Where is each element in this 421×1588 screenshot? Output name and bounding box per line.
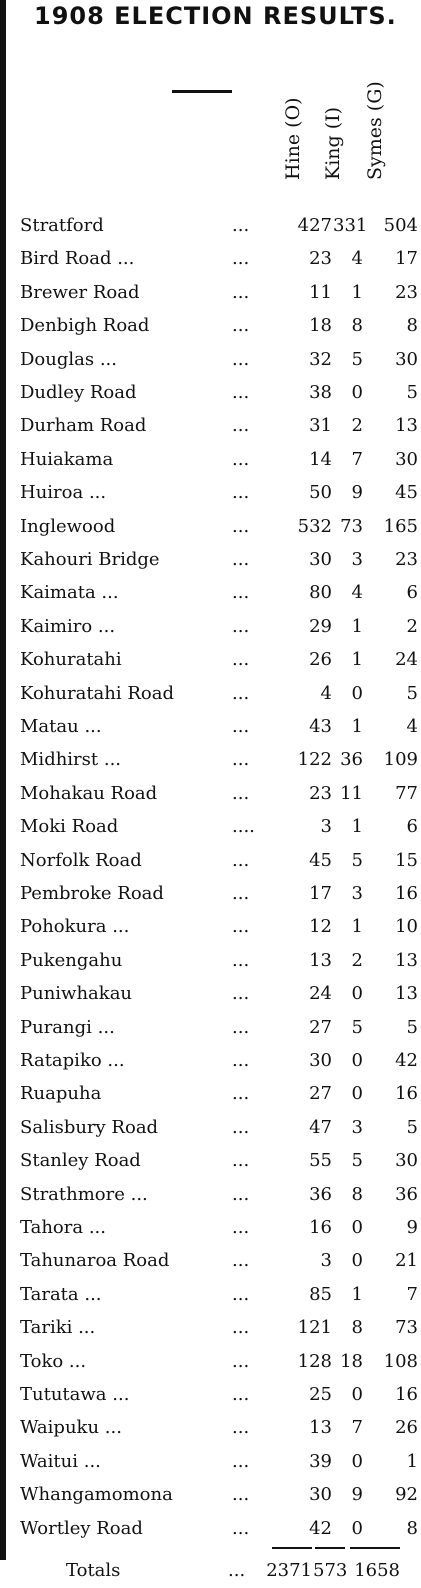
votes-hine: 43 [309,716,332,737]
votes-symes: 10 [395,916,418,938]
votes-king: 8 [351,1183,363,1205]
table-row [20,1384,420,1406]
votes-symes: 6 [406,816,418,838]
leader-dots: ... [232,248,250,270]
votes-hine: 3 [320,1250,332,1272]
votes-symes: 2 [406,615,418,637]
votes-hine: 30 [309,1484,332,1506]
votes-king: 18 [340,1350,363,1372]
votes-symes: 30 [395,448,418,470]
place-name: Huiakama [20,448,114,470]
votes-hine: 50 [309,482,332,504]
votes-king: 1 [351,615,363,637]
votes-hine: 12 [309,916,332,938]
votes-symes: 23 [395,281,418,303]
votes-hine: 32 [309,348,332,370]
votes-symes: 109 [383,749,418,771]
place-name: Kaimata ... [20,582,119,604]
sum-rule-symes [350,1547,400,1549]
table-row [20,1284,420,1306]
column-header-hine: Hine (O) [282,97,304,180]
table-row [20,1317,420,1339]
table-row [20,282,420,304]
votes-king: 8 [351,1317,363,1339]
votes-hine: 23 [309,248,332,270]
table-row [20,582,420,604]
table-row [20,983,420,1005]
leader-dots: ... [232,916,250,938]
votes-king: 1 [351,1283,363,1305]
sum-rule-king [315,1547,345,1549]
votes-hine: 121 [297,1317,332,1339]
leader-dots: ... [232,1417,250,1439]
table-row [20,1417,420,1439]
votes-symes: 5 [406,1116,418,1138]
votes-hine: 47 [309,1116,332,1138]
table-row [20,516,420,538]
place-name: Huiroa ... [20,482,107,504]
leader-dots: ... [232,883,250,904]
votes-king: 0 [351,382,363,403]
leader-dots: ... [232,482,250,504]
leader-dots: ... [232,949,250,971]
votes-symes: 1 [406,1450,418,1472]
leader-dots: ... [232,849,250,871]
leader-dots: ... [232,582,250,604]
votes-hine: 13 [309,949,332,971]
table-row [20,1117,420,1139]
leader-dots: ... [232,1217,250,1238]
table-row [20,1050,420,1072]
title-divider [172,90,232,93]
votes-symes: 30 [395,1150,418,1172]
totals-symes: 1658 [354,1560,400,1581]
place-name: Denbigh Road [20,315,150,337]
votes-symes: 8 [406,315,418,337]
votes-king: 5 [351,348,363,370]
votes-symes: 9 [406,1217,418,1238]
votes-symes: 30 [395,348,418,370]
votes-symes: 45 [395,482,418,504]
votes-hine: 23 [309,782,332,804]
votes-king: 36 [340,749,363,771]
votes-hine: 42 [309,1517,332,1539]
votes-hine: 25 [309,1384,332,1405]
votes-king: 9 [351,1484,363,1506]
place-name: Puniwhakau [20,983,133,1005]
table-row [20,1217,420,1239]
votes-king: 7 [351,1417,363,1439]
votes-king: 11 [340,782,363,804]
leader-dots: ... [232,281,250,303]
place-name: Pohokura ... [20,916,130,938]
table-row [20,449,420,471]
votes-king: 5 [351,1150,363,1172]
votes-king: 4 [351,582,363,604]
leader-dots: ... [232,515,250,537]
votes-symes: 16 [395,883,418,904]
votes-king: 0 [351,1250,363,1272]
place-name: Durham Road [20,415,147,437]
place-name: Inglewood [20,515,116,537]
votes-hine: 31 [309,415,332,437]
table-row [20,716,420,738]
votes-symes: 8 [406,1517,418,1539]
votes-hine: 29 [309,615,332,637]
place-name: Tututawa ... [20,1384,130,1405]
votes-king: 4 [351,248,363,270]
leader-dots: ... [232,1250,250,1272]
place-name: Matau ... [20,716,102,737]
votes-king: 0 [351,1050,363,1071]
votes-symes: 5 [406,682,418,704]
table-row [20,549,420,571]
votes-symes: 23 [395,549,418,570]
place-name: Kohuratahi [20,649,122,671]
votes-hine: 27 [309,1016,332,1038]
leader-dots: ... [232,1050,250,1071]
votes-king: 0 [351,1217,363,1238]
place-name: Dudley Road [20,382,137,403]
votes-king: 2 [351,949,363,971]
place-name: Stanley Road [20,1150,141,1172]
leader-dots: ... [232,1183,250,1205]
place-name: Waipuku ... [20,1417,122,1439]
table-row [20,850,420,872]
leader-dots: ... [232,649,250,671]
place-name: Kaimiro ... [20,615,116,637]
votes-hine: 427 [297,215,332,236]
votes-king: 9 [351,482,363,504]
leader-dots: ... [232,983,250,1005]
table-row [20,215,420,237]
votes-symes: 4 [406,716,418,737]
votes-symes: 24 [395,649,418,671]
table-row [20,315,420,337]
place-name: Pembroke Road [20,883,164,904]
leader-dots: ... [232,1116,250,1138]
column-header-symes: Symes (G) [364,81,386,180]
table-row [20,1451,420,1473]
place-name: Stratford [20,215,104,236]
leader-dots: ... [232,448,250,470]
place-name: Pukengahu [20,949,123,971]
table-row [20,1351,420,1373]
place-name: Midhirst ... [20,749,122,771]
leader-dots: ... [232,348,250,370]
table-row [20,1518,420,1540]
place-name: Mohakau Road [20,782,158,804]
votes-hine: 39 [309,1450,332,1472]
votes-king: 2 [351,415,363,437]
leader-dots: ... [232,549,250,570]
totals-row [0,1560,421,1584]
votes-king: 1 [351,916,363,938]
place-name: Strathmore ... [20,1183,148,1205]
table-row [20,1184,420,1206]
leader-dots: ... [232,1517,250,1539]
votes-hine: 13 [309,1417,332,1439]
table-row [20,382,420,404]
votes-hine: 30 [309,549,332,570]
table-row [20,415,420,437]
place-name: Bird Road ... [20,248,135,270]
table-row [20,1017,420,1039]
votes-symes: 504 [383,215,418,236]
votes-king: 0 [351,1384,363,1405]
leader-dots: ... [232,1450,250,1472]
votes-symes: 5 [406,1016,418,1038]
votes-king: 3 [351,883,363,904]
votes-symes: 15 [395,849,418,871]
votes-king: 73 [340,515,363,537]
place-name: Douglas ... [20,348,117,370]
leader-dots: ... [232,1384,250,1405]
totals-king: 573 [313,1560,348,1581]
votes-king: 0 [351,1450,363,1472]
leader-dots: ... [232,1150,250,1172]
votes-hine: 532 [297,515,332,537]
place-name: Tahunaroa Road [20,1250,170,1272]
leader-dots: ... [232,1484,250,1506]
votes-hine: 30 [309,1050,332,1071]
column-header-king: King (I) [322,106,344,180]
place-name: Tarata ... [20,1283,102,1305]
place-name: Norfolk Road [20,849,142,871]
votes-symes: 92 [395,1484,418,1506]
leader-dots: ... [232,1083,250,1105]
table-row [20,749,420,771]
votes-hine: 11 [309,281,332,303]
leader-dots: ... [232,1283,250,1305]
votes-hine: 45 [309,849,332,871]
leader-dots: ... [232,682,250,704]
place-name: Waitui ... [20,1450,101,1472]
table-row [20,783,420,805]
votes-symes: 17 [395,248,418,270]
table-row [20,1484,420,1506]
leader-dots: ... [232,749,250,771]
votes-symes: 6 [406,582,418,604]
table-row [20,349,420,371]
table-row [20,1150,420,1172]
leader-dots: ... [232,315,250,337]
place-name: Kohuratahi Road [20,682,175,704]
votes-king: 0 [351,983,363,1005]
leader-dots: ... [232,415,250,437]
votes-hine: 16 [309,1217,332,1238]
votes-king: 0 [351,1517,363,1539]
votes-symes: 7 [406,1283,418,1305]
votes-hine: 26 [309,649,332,671]
votes-symes: 13 [395,415,418,437]
votes-hine: 4 [320,682,332,704]
leader-dots: ... [232,716,250,737]
votes-hine: 14 [309,448,332,470]
leader-dots: .... [232,816,255,838]
votes-king: 1 [351,649,363,671]
votes-king: 8 [351,315,363,337]
votes-king: 3 [351,549,363,570]
table-row [20,616,420,638]
votes-king: 1 [351,716,363,737]
votes-symes: 165 [383,515,418,537]
votes-hine: 80 [309,582,332,604]
votes-symes: 42 [395,1050,418,1071]
page-title: 1908 ELECTION RESULTS. [34,2,397,30]
votes-symes: 26 [395,1417,418,1439]
table-row [20,649,420,671]
votes-symes: 21 [395,1250,418,1272]
place-name: Ruapuha [20,1083,102,1105]
sum-rule-hine [272,1547,312,1549]
votes-king: 7 [351,448,363,470]
votes-symes: 36 [395,1183,418,1205]
votes-hine: 55 [309,1150,332,1172]
place-name: Wortley Road [20,1517,143,1539]
table-row [20,883,420,905]
votes-king: 1 [351,281,363,303]
leader-dots: ... [232,1350,250,1372]
votes-symes: 13 [395,983,418,1005]
votes-hine: 122 [297,749,332,771]
votes-hine: 18 [309,315,332,337]
left-column-rule [0,0,6,1560]
place-name: Moki Road [20,816,119,838]
leader-dots: ... [232,1016,250,1038]
votes-king: 1 [351,816,363,838]
votes-king: 0 [351,1083,363,1105]
place-name: Toko ... [20,1350,87,1372]
votes-hine: 36 [309,1183,332,1205]
votes-symes: 5 [406,382,418,403]
totals-leader-dots: ... [228,1560,246,1581]
votes-symes: 13 [395,949,418,971]
totals-label: Totals [66,1560,121,1581]
votes-king: 5 [351,849,363,871]
table-row [20,950,420,972]
votes-symes: 16 [395,1384,418,1405]
votes-hine: 3 [320,816,332,838]
votes-hine: 17 [309,883,332,904]
place-name: Kahouri Bridge [20,549,160,570]
votes-hine: 27 [309,1083,332,1105]
votes-king: 0 [351,682,363,704]
votes-king: 5 [351,1016,363,1038]
votes-hine: 85 [309,1283,332,1305]
place-name: Tahora ... [20,1217,106,1238]
votes-symes: 73 [395,1317,418,1339]
votes-symes: 77 [395,782,418,804]
totals-hine: 2371 [266,1560,312,1581]
table-row [20,916,420,938]
place-name: Ratapiko ... [20,1050,125,1071]
table-row [20,816,420,838]
table-row [20,482,420,504]
votes-symes: 108 [383,1350,418,1372]
leader-dots: ... [232,215,250,236]
leader-dots: ... [232,782,250,804]
leader-dots: ... [232,1317,250,1339]
votes-hine: 38 [309,382,332,403]
place-name: Tariki ... [20,1317,96,1339]
place-name: Brewer Road [20,281,140,303]
votes-hine: 128 [297,1350,332,1372]
votes-king: 331 [333,215,368,236]
table-row [20,1083,420,1105]
votes-hine: 24 [309,983,332,1005]
leader-dots: ... [232,615,250,637]
table-row [20,1250,420,1272]
votes-king: 3 [351,1116,363,1138]
leader-dots: ... [232,382,250,403]
place-name: Salisbury Road [20,1116,159,1138]
votes-symes: 16 [395,1083,418,1105]
table-row [20,248,420,270]
table-row [20,683,420,705]
place-name: Purangi ... [20,1016,115,1038]
place-name: Whangamomona [20,1484,173,1506]
